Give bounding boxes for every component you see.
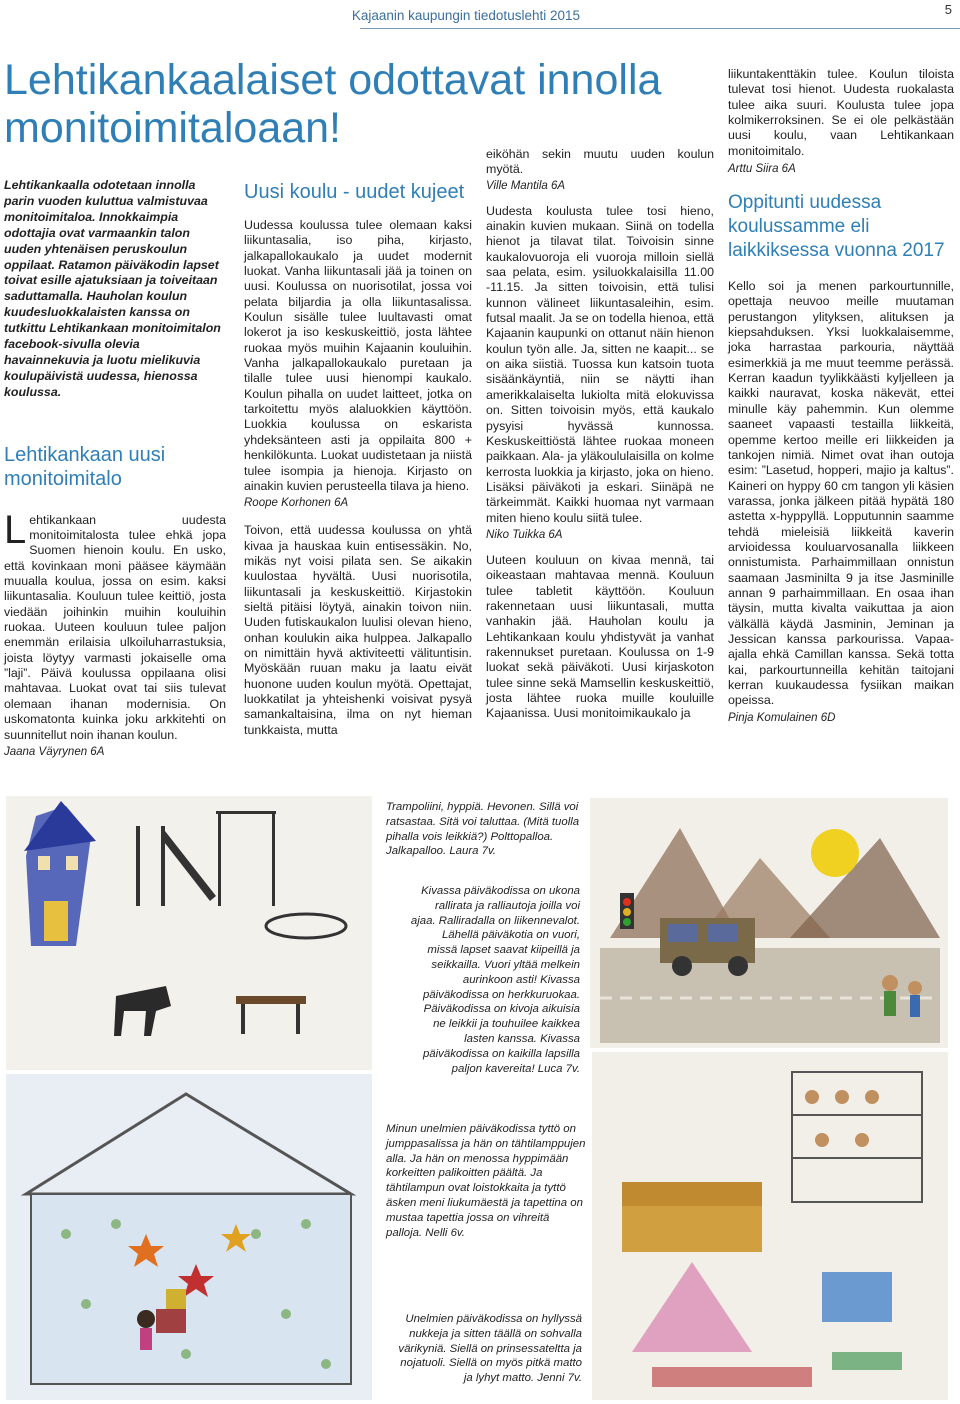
signature-niko: Niko Tuikka 6A (486, 528, 563, 541)
subheading-uusi-koulu: Uusi koulu - uudet kujeet (244, 181, 465, 203)
article-lead: Lehtikankaalla odotetaan innolla parin vuoden kuluttua valmistuvaa monitoimitaloa. Innokkaimpia odottajia ovat varmaankin talon uuden yhtenäisen peruskoulun oppilaat. Ratamon päiväkodin lapset toivat esille ajatuksiaan ja toiveitaan saduttamalla. Hauholan koulun kuudesluokkalaisten kanssa on tutkittu Lehtikankaan monitoimitalon facebook-sivulla olevia havainnekuvia ja luotu mielikuvia koulupäivistä uudessa, hienossa koulussa. (4, 178, 221, 399)
page-header (0, 2, 960, 30)
story-jaana-body: ehtikankaan uudesta monitoimitalosta tulee ehkä jopa Suomen hienoin koulu. En usko, että kovinkaan moni pääsee käymään muualla koulua, jossa on esim. kaksi liikuntasalia. Kouluun tulee keittiö, josta viedään joihinkin muihin kouluihin ruokaa. Uuteen kouluun tulee paljon enemmän erilaisia ulkoiluharrastuksia, joista löytyy varmasti jokaiselle oma ”laji”. Päivä koulussa oppilaana olisi mahtavaa. Luokat ovat tai siis tulevat olemaan ihanan modernisia. On uskomatonta kuinka joku arkkitehti on suunnitellut noin ihanan koulun. (4, 512, 226, 742)
article-title: Lehtikankaalaiset odottavat innolla monitoimitaloaan! (4, 56, 662, 152)
signature-pinja: Pinja Komulainen 6D (728, 711, 836, 724)
column-4 (728, 67, 954, 724)
drawing-rally-track (590, 798, 948, 1048)
column-3 (486, 147, 714, 722)
header-rule (360, 28, 960, 29)
subheading-oppitunti: Oppitunti uudessa koulussamme eli laikkiksessa vuonna 2017 (728, 192, 945, 262)
signature-jaana: Jaana Väyrynen 6A (4, 745, 105, 758)
column-2 (244, 180, 472, 738)
caption-nelli: Minun unelmien päiväkodissa tyttö on jumppasalissa ja hän on tähtilamppujen alla. Ja hän on menossa hyppimään korkeitten palikoitten päältä. Ja tähtilampun ovat loistokkaita ja tyttö äsken meni liukumäestä ja tapettina on mustaa tapettia jossa on vihreitä palloja. Nelli 6v. (386, 1123, 586, 1239)
signature-arttu: Arttu Siira 6A (728, 163, 796, 176)
subheading-monitoimitalo: Lehtikankaan uusi monitoimitalo (4, 443, 166, 490)
drop-cap: L (4, 507, 27, 552)
story-ville: Toivon, että uudessa koulussa on yhtä kivaa ja hauskaa kuin entisessäkin. No, mikäs nyt voisi pilata sen. Se aikakin kuulostaa hyvältä. Uusi nuorisotila, liikuntasali ja keskuskeittiö. Kirjastokin sieltä pitäisi löytyä, ainakin toivon niin. Uuden futiskaukalon luulisi olevan hieno, onhan koulukin aika hulppea. Jalkapallo on nimittäin hyvä aktiviteetti välituntisin. Myöskään ruuan maku ja laatu eivät huonone uuden koulun myötä. Opettajat, luokkatilat ja yhteishenki voisivat pysyä samankaltaisina, ilma on nyt hieman tunkkaista, mutta (244, 523, 472, 737)
story-pinja: Kello soi ja menen parkourtunnille, opettaja neuvoo meille muutaman perustangon ylityksen, alituksen ja kiepsahduksen. Yksi luokkalaisemme, joka harrastaa parkouria, näyttää esimerkkiä ja me muut teemme perässä. Kerran kaadun tyylikkäästi kyljelleen ja kaikki nauravat, koska näkevät, ettei minulle käy pahemmin. Kun olemme saaneet vapaasti testailla liikkeitä, opemme kertoo meille eri liikkeiden ja tankojen nimiä. Nimet ovat ihan outoja esim: ”Lasetud, hopperi, majio ja kaltus”. Kaineri on hyppy 60 cm tangon yli käsien varassa, jonka jälkeen pitää hypätä 180 astetta x-hyppyllä. Lopputunnin saamme tehdä mieleisiä liikkeitä kaverin arvioidessa kouluarvosanalla liikkeen onnistumista. Parhaimmillaan onnistun saamaan Jasminilta 9 ja itse Jasminille annan 9 parhaimmillaan. En osaa ihan täysin, mutta kivalta vaikuttaa ja aion välkällä käydä Jasminin, Jeminan ja Jessican kanssa parkourissa. Vapaa-ajalla ehkä Camillan kanssa. Sekä totta kai, parkourtunneilla kehitän taitojani kerran kuukaudessa fysiikan maikan opeissa. (728, 279, 954, 708)
drawing-gym-hall (6, 1074, 372, 1400)
caption-jenni: Unelmien päiväkodissa on hyllyssä nukkeja ja sitten täällä on sohvalla värikyniä. Siellä on prinsessatelttа ja nojatuoli. Siellä on myös pitkä matto ja lyhyt matto. Jenni 7v. (398, 1313, 582, 1385)
column-1 (4, 178, 226, 758)
publication-name: Kajaanin kaupungin tiedotuslehti 2015 (351, 8, 580, 23)
signature-ville: Ville Mantila 6A (486, 179, 566, 192)
drawing-dream-kindergarten (592, 1052, 948, 1400)
drawing-playground (6, 796, 372, 1070)
story-niko: Uudesta koulusta tulee tosi hieno, ainakin kuvien mukaan. Siinä on todella hienot ja tilavat tilat. Toivoisin sinne kaukalovuoroja eli vuoroja milloin siellä saa pelata, esim. ysiluokkalaisilla 11.00 -11.15. Ja sitten toivoisin, että tulisi kunnon välineet liikuntasaleihin, esim. futsal maalit. Ja se on todella hienoa, että Kajaanin kaupunki on ottanut näin hienon koulun työn alle. Ja, sitten ne kaapit... se on aika siistiä. Tuossa kun katsoin tuota sisäänkäyntiä, niin se näytti ihan amerikkalaiselta lukiolta mitä elokuvissa on. Sitten toivoisin myös, että kaukalo pysyisi hyvässä kunnossa. Keskuskeittiöstä lähtee ruokaa moneen paikkaan. Ala- ja yläkoululaisilla on kolme kerrosta luokkia ja kirjasto, joka on hieno. Lisäksi päiväkoti ja eskari. Siinäpä ne tärkeimmät. Kaikki huomaa nyt varmaan miten hieno koulu siitä tulee. (486, 203, 714, 525)
story-jaana (4, 507, 226, 743)
story-ville-end: eiköhän sekin muutu uuden koulun myötä. (486, 147, 714, 177)
page-number: 5 (944, 2, 952, 17)
story-roope: Uudessa koulussa tulee olemaan kaksi liikuntasalia, iso piha, kirjasto, jalkapallokaukalo ja uudet modernit luokat. Vanha liikuntasali jää ja toinen on uusi. Koulussa on nuorisotilat, jossa voi pelata biljardia ja olla liikuntasalissa. Koulun sisälle tulee luultavasti omat lokerot ja iso keskuskeittiö, josta lähtee ruokaa myös muihin Kajaanin kouluihin. Vanha jalkapallokaukalo puretaan ja tilalle tulee uusi hienompi kaukalo. Koulun pihalla on uudet laitteet, jotka on tarkoitettu myös alaluokkien käyttöön. Luokkia koulussa on eskarista yhdeksänteen asti ja oppilaita 800 + henkilökunta. Luokat uudistetaan ja niistä tulee isompia ja hienoja. Kirjasto on ainakin kuvien perusteella tilava ja hieno. (244, 218, 472, 493)
caption-luca: Kivassa päiväkodissa on ukona rallirata ja ralliautoja joilla voi ajaa. Ralliradalla on liikennevalot. Lähellä päiväkotia on vuori, missä lapset saavat kiipeillä ja seikkailla. Vuori yltää melkein aurinkoon asti! Kivassa päiväkodissa on herkkuruokaa. Päiväkodissa on kivoja aikuisia ne leikkii ja touhuilee kaikkea lasten kanssa. Kivassa päiväkodissa on kaikilla lapsilla paljon kavereita! Luca 7v. (410, 885, 580, 1075)
caption-laura: Trampoliini, hyppiä. Hevonen. Sillä voi ratsastaa. Sitä voi taluttaa. (Mitä tuolla pihalla vois leikkiä?) Polttopalloa. Jalkapalloo. Laura 7v. (386, 801, 580, 858)
story-arttu-end: liikuntakenttäkin tulee. Koulun tiloista tulevat tosi hienot. Uudesta ruokalasta tulee aika suuri. Koulusta tulee jopa kolmikerroksinen. Se ei ole pelkästään uusi koulu, vaan Lehtikankaan monitoimitalo. (728, 67, 954, 158)
story-arttu: Uuteen kouluun on kivaa mennä, tai oikeastaan mahtavaa mennä. Kouluun tulee tabletit käyttöön. Kouluun rakennetaan uusi liikuntasali, mutta vanhakin jää. Hauholan koulu ja Lehtikankaan koulu yhdistyvät ja vanhat rakennukset puretaan. Koulussa on 1-9 luokat sekä päiväkoti. Uusi kirjaskoton tulee sinne sekä Mamsellin keskuskeittiö, josta lähtee ruoka muille kouluille Kajaanissa. Uusi monitoimikaukalo ja (486, 552, 714, 721)
signature-roope: Roope Korhonen 6A (244, 497, 349, 510)
